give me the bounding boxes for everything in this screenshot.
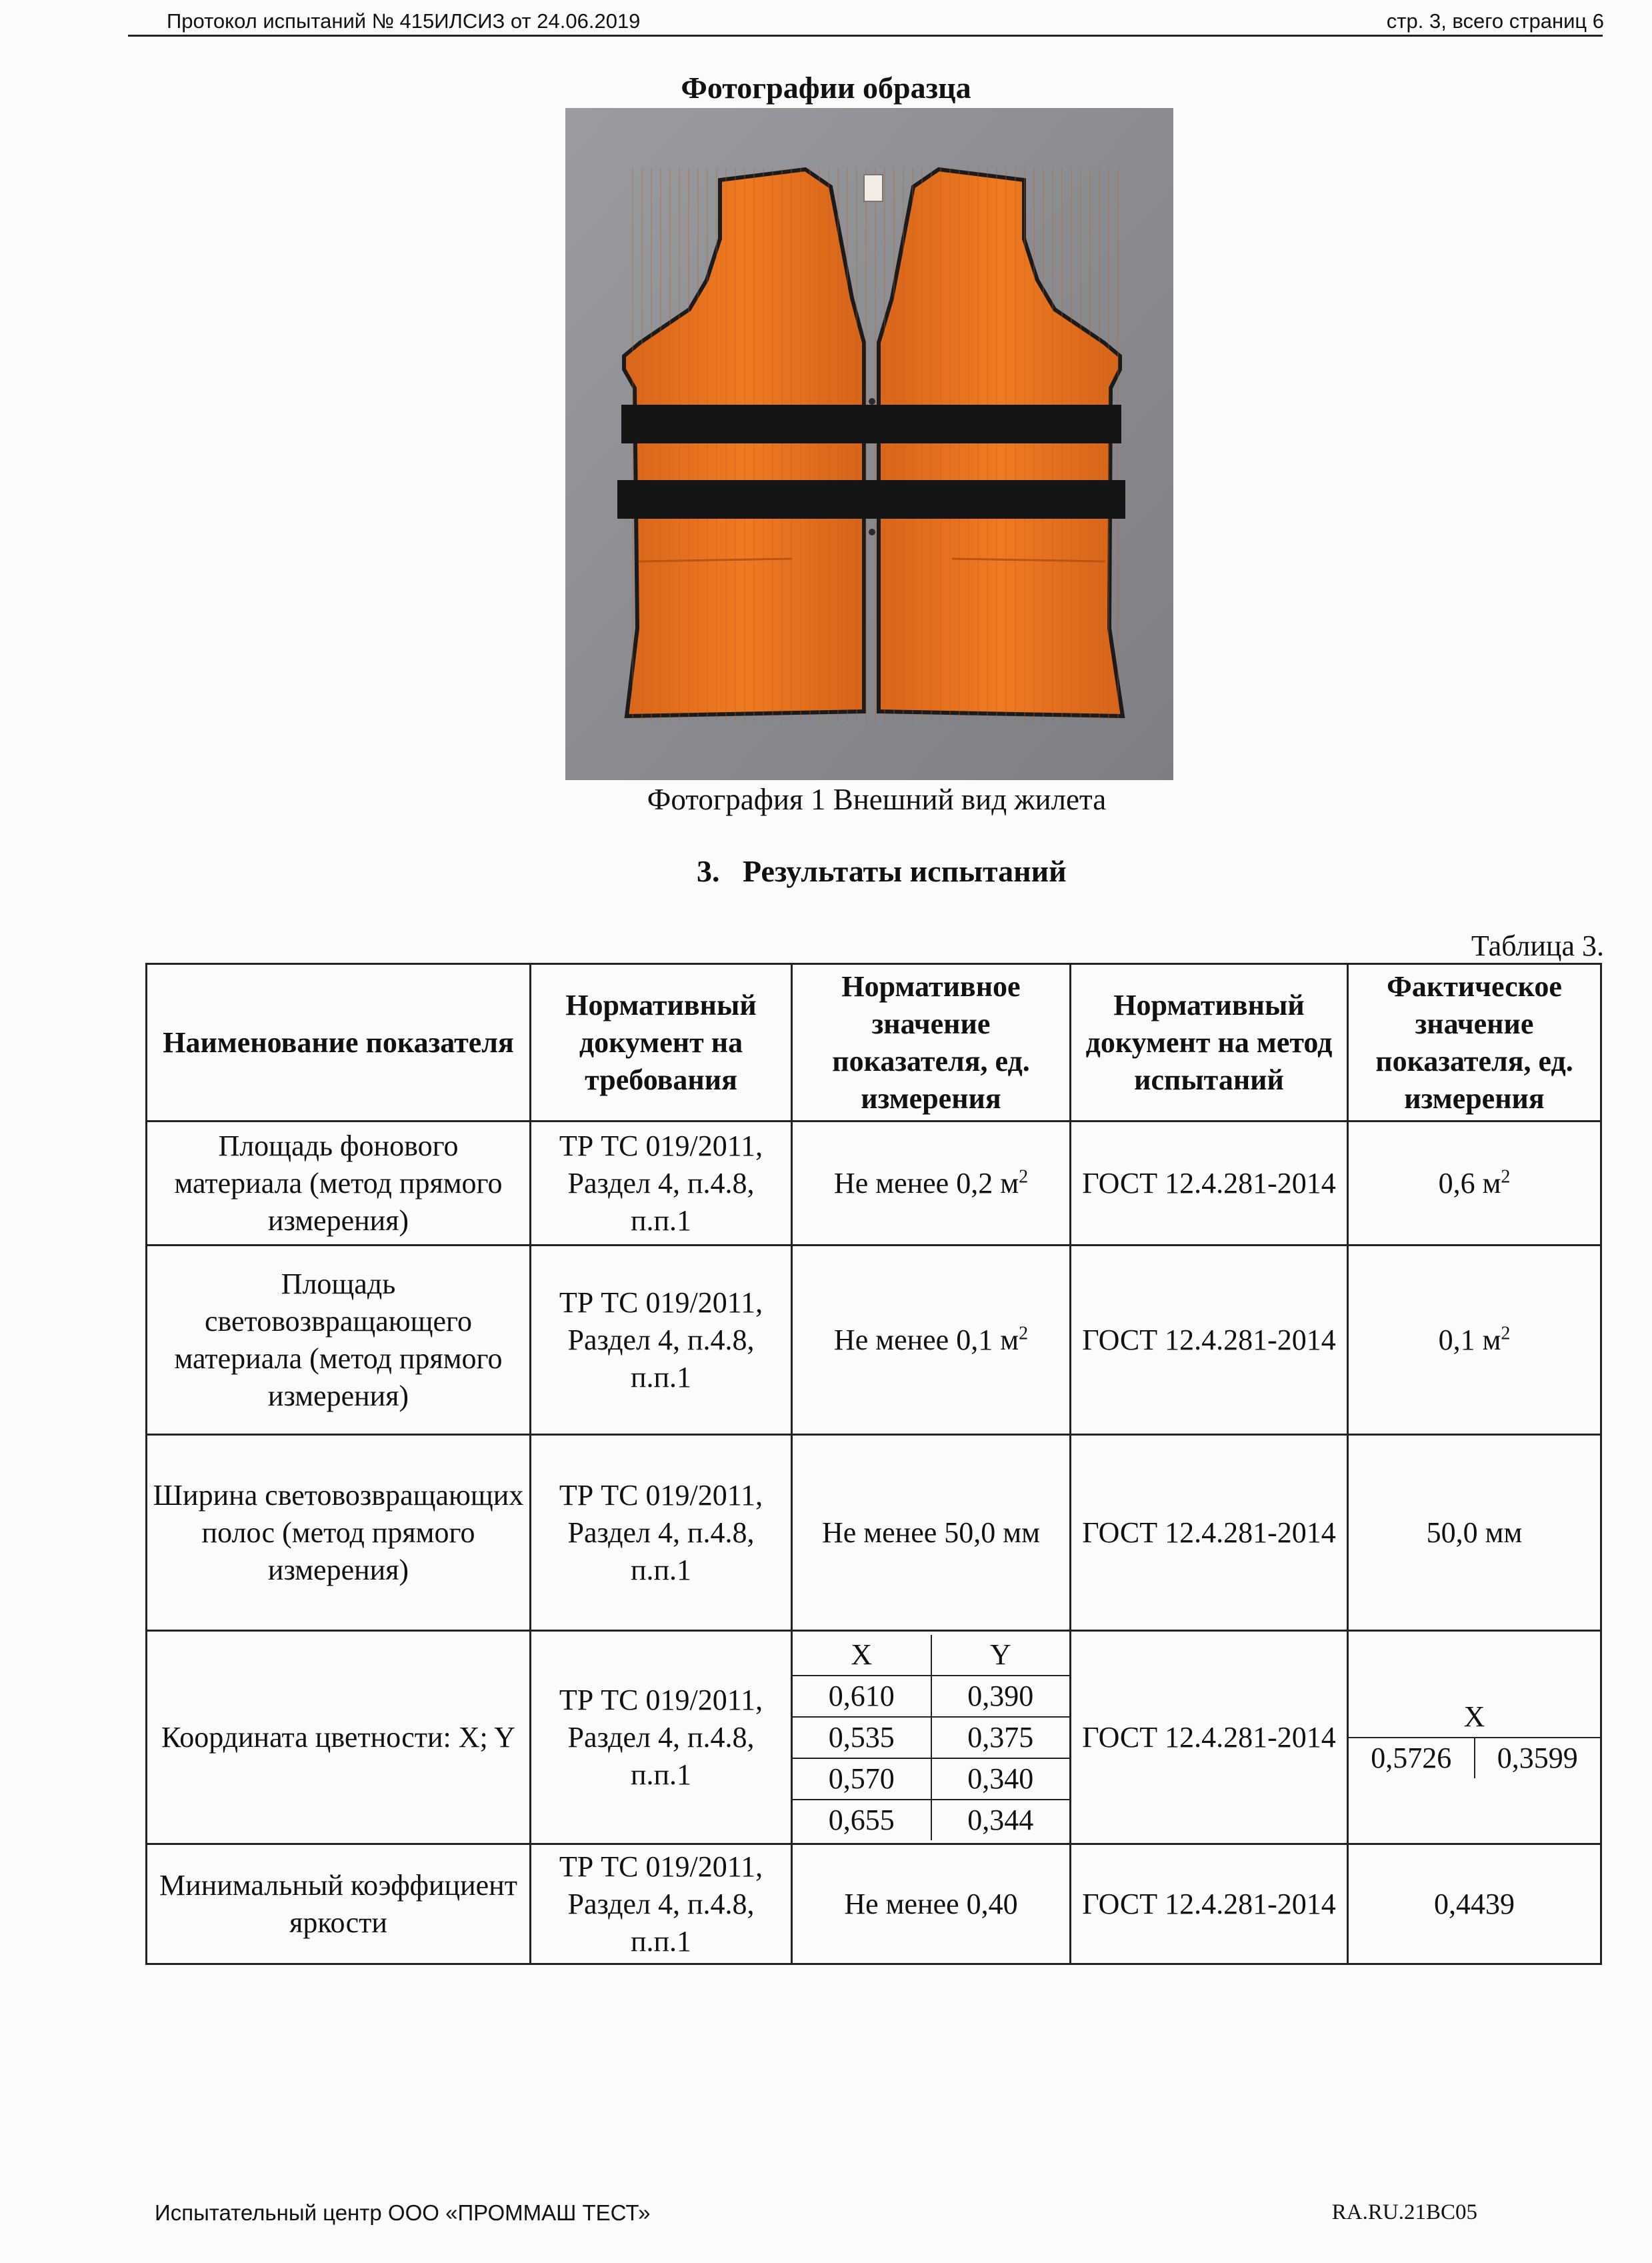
- row-method: ГОСТ 12.4.281-2014: [1071, 1435, 1348, 1631]
- row-method: ГОСТ 12.4.281-2014: [1071, 1631, 1348, 1844]
- row-method: ГОСТ 12.4.281-2014: [1071, 1844, 1348, 1964]
- page-counter: стр. 3, всего страниц 6: [1386, 9, 1604, 33]
- row-norm: Не менее 0,40: [792, 1844, 1071, 1964]
- table-row: [147, 1844, 1601, 1964]
- section-title: 3. Результаты испытаний: [697, 854, 1067, 888]
- table-row: [147, 1121, 1601, 1246]
- actual-chromaticity-cell: [1348, 1631, 1601, 1844]
- norm-point-y: 0,390: [931, 1676, 1070, 1717]
- results-table: [145, 963, 1602, 1965]
- table-header-row: [147, 964, 1601, 1121]
- row-norm: Не менее 0,1 $м^2$: [792, 1246, 1071, 1435]
- actual-points-table: [1349, 1696, 1600, 1778]
- vest-button: [869, 529, 875, 535]
- norm-point-x: 0,655: [828, 1803, 895, 1836]
- norm-point-y: 0,375: [931, 1717, 1070, 1758]
- row-norm: Не менее 0,2 $м^2$: [792, 1121, 1071, 1246]
- norm-point-x: 0,610: [793, 1676, 931, 1717]
- footer-accreditation: RA.RU.21ВС05: [1331, 2200, 1477, 2224]
- row-name: Площадь световозвращающего материала (метод прямого измерения): [147, 1246, 531, 1435]
- row-method: ГОСТ 12.4.281-2014: [1071, 1246, 1348, 1435]
- header-actual: Фактическое значение показателя, ед. измерения: [1348, 964, 1601, 1121]
- row-method: ГОСТ 12.4.281-2014: [1071, 1121, 1348, 1246]
- header-rule: [128, 35, 1603, 37]
- actual-y-value: 0,3599: [1475, 1738, 1601, 1778]
- norm-x-header: X: [793, 1635, 931, 1676]
- norm-chromaticity-cell: [792, 1631, 1071, 1844]
- protocol-header: Протокол испытаний № 415ИЛСИЗ от 24.06.2019: [167, 9, 641, 33]
- photos-title: Фотографии образца: [681, 71, 971, 105]
- header-req-doc: Нормативный документ на требования: [531, 964, 792, 1121]
- actual-x-value: 0,5726: [1371, 1742, 1452, 1774]
- row-actual: 0,6 $м^2$: [1348, 1121, 1601, 1246]
- table-row-chromaticity: [147, 1631, 1601, 1844]
- norm-y-header: Y: [931, 1635, 1070, 1676]
- table-label: Таблица 3.: [1471, 929, 1604, 962]
- norm-point-x: 0,535: [793, 1717, 931, 1758]
- vest-photo: [565, 108, 1173, 780]
- norm-point-y: 0,340: [931, 1758, 1070, 1800]
- collar-label: [864, 175, 883, 201]
- row-req-doc: ТР ТС 019/2011, Раздел 4, п.4.8, п.п.1: [531, 1435, 792, 1631]
- row-name: Координата цветности: X; Y: [147, 1631, 531, 1844]
- actual-x-header: X: [1349, 1696, 1600, 1738]
- footer-lab: Испытательный центр ООО «ПРОММАШ ТЕСТ»: [155, 2200, 651, 2225]
- upper-stripe: [621, 405, 1121, 443]
- row-name: Площадь фонового материала (метод прямого измерения): [147, 1121, 531, 1246]
- row-norm: Не менее 50,0 мм: [792, 1435, 1071, 1631]
- table-row: [147, 1435, 1601, 1631]
- row-actual: 0,1 $м^2$: [1348, 1246, 1601, 1435]
- row-req-doc: ТР ТС 019/2011, Раздел 4, п.4.8, п.п.1: [531, 1631, 792, 1844]
- row-name: Минимальный коэффициент яркости: [147, 1844, 531, 1964]
- row-name: Ширина световозвращающих полос (метод прямого измерения): [147, 1435, 531, 1631]
- row-req-doc: ТР ТС 019/2011, Раздел 4, п.4.8, п.п.1: [531, 1121, 792, 1246]
- lower-stripe: [617, 480, 1125, 519]
- header-norm: Нормативное значение показателя, ед. измерения: [792, 964, 1071, 1121]
- norm-points-table: [793, 1635, 1069, 1840]
- table-row: [147, 1246, 1601, 1435]
- header-indicator: Наименование показателя: [147, 964, 531, 1121]
- row-actual: 0,4439: [1348, 1844, 1601, 1964]
- fabric-texture: [624, 168, 1120, 721]
- norm-point-x: 0,570: [793, 1758, 931, 1800]
- row-actual: 50,0 мм: [1348, 1435, 1601, 1631]
- vest-button: [869, 398, 875, 405]
- header-method: Нормативный документ на метод испытаний: [1071, 964, 1348, 1121]
- norm-point-y: 0,344: [931, 1800, 1070, 1840]
- row-req-doc: ТР ТС 019/2011, Раздел 4, п.4.8, п.п.1: [531, 1246, 792, 1435]
- row-req-doc: ТР ТС 019/2011, Раздел 4, п.4.8, п.п.1: [531, 1844, 792, 1964]
- photo-caption: Фотография 1 Внешний вид жилета: [647, 783, 1107, 816]
